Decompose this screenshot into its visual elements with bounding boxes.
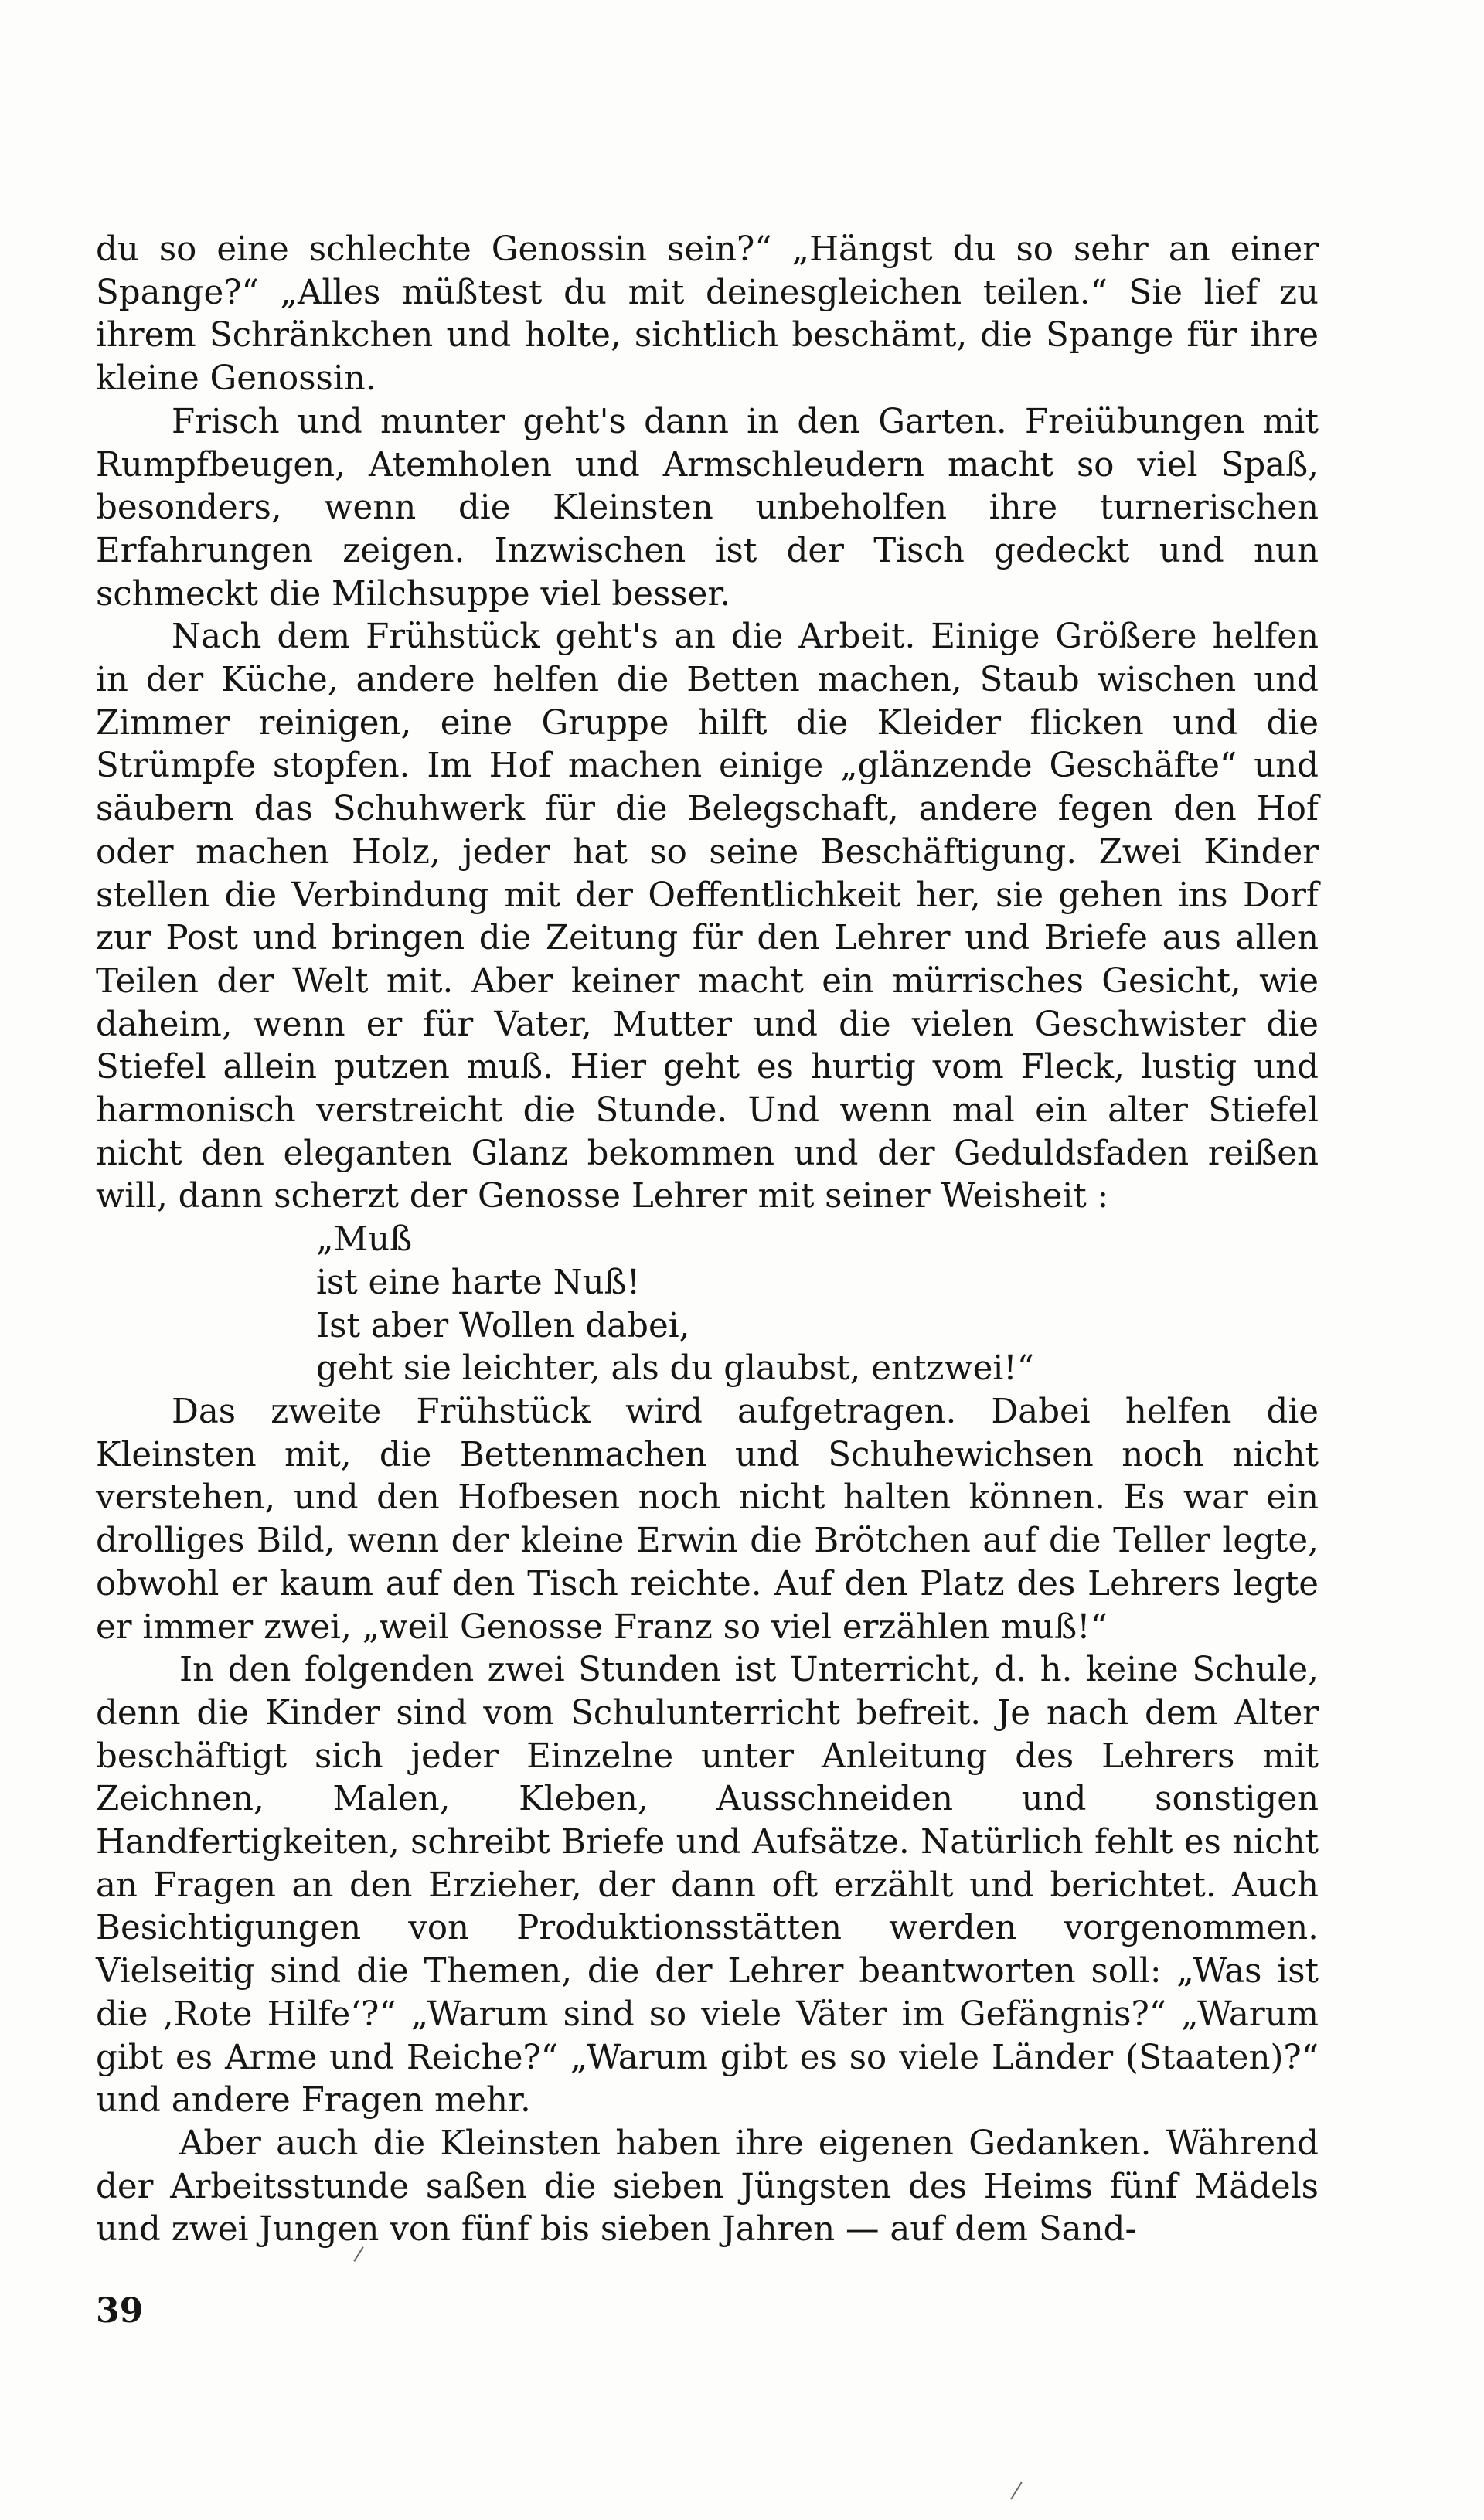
paragraph-4: Das zweite Frühstück wird aufgetragen. Dabei helfen die Kleinsten mit, die Bettenmachen und Schuhewichsen noch nicht verstehen, und den Hofbesen noch nicht halten können. Es war ein drolliges Bild, wenn der kleine Erwin die Brötchen auf die Teller legte, obwohl er kaum auf den Tisch reichte. Auf den Platz des Lehrers legte er immer zwei, „weil Genosse Franz so viel erzählen muß!“ — [96, 1392, 1319, 1647]
book-page — [96, 229, 1319, 2252]
verse-quote — [96, 1219, 1319, 1391]
verse-line: Ist aber Wollen dabei, — [316, 1306, 690, 1345]
page-number: 39 — [96, 2291, 144, 2331]
paragraph-3: Nach dem Frühstück geht's an die Arbeit. Einige Größere helfen in der Küche, andere helfen die Betten machen, Staub wischen und Zimmer reinigen, eine Gruppe hilft die Kleider flicken und die Strümpfe stopfen. Im Hof machen einige „glänzende Geschäfte“ und säubern das Schuhwerk für die Belegschaft, andere fegen den Hof oder machen Holz, jeder hat so seine Beschäftigung. Zwei Kinder stellen die Verbindung mit der Oeffentlichkeit her, sie gehen ins Dorf zur Post und bringen die Zeitung für den Lehrer und Briefe aus allen Teilen der Welt mit. Aber keiner macht ein mürrisches Gesicht, wie daheim, wenn er für Vater, Mutter und die vielen Geschwister die Stiefel allein putzen muß. Hier geht es hurtig vom Fleck, lustig und harmonisch verstreicht die Stunde. Und wenn mal ein alter Stiefel nicht den eleganten Glanz bekommen und der Geduldsfaden reißen will, dann scherzt der Genosse Lehrer mit seiner Weisheit : — [96, 617, 1319, 1216]
scan-mark — [1010, 2481, 1022, 2499]
verse-line: geht sie leichter, als du glaubst, entzwei!“ — [316, 1349, 1035, 1389]
paragraph-5: In den folgenden zwei Stunden ist Unterricht, d. h. keine Schule, denn die Kinder sind vom Schulunterricht befreit. Je nach dem Alter beschäftigt sich jeder Einzelne unter Anleitung des Lehrers mit Zeichnen, Malen, Kleben, Ausschneiden und sonstigen Handfertigkeiten, schreibt Briefe und Aufsätze. Natürlich fehlt es nicht an Fragen an den Erzieher, der dann oft erzählt und berichtet. Auch Besichtigungen von Produktionsstätten werden vorgenommen. Vielseitig sind die Themen, die der Lehrer beantworten soll: „Was ist die ‚Rote Hilfe‘?“ „Warum sind so viele Väter im Gefängnis?“ „Warum gibt es Arme und Reiche?“ „Warum gibt es so viele Länder (Staaten)?“ und andere Fragen mehr. — [96, 1651, 1319, 2120]
paragraph-2: Frisch und munter geht's dann in den Garten. Freiübungen mit Rumpfbeugen, Atemholen und Armschleudern macht so viel Spaß, besonders, wenn die Kleinsten unbeholfen ihre turnerischen Erfahrungen zeigen. Inzwischen ist der Tisch gedeckt und nun schmeckt die Milchsuppe viel besser. — [96, 402, 1319, 614]
paragraph-1: du so eine schlechte Genossin sein?“ „Hängst du so sehr an einer Spange?“ „Alles müßtest du mit deinesgleichen teilen.“ Sie lief zu ihrem Schränkchen und holte, sichtlich beschämt, die Spange für ihre kleine Genossin. — [96, 230, 1319, 399]
verse-line: ist eine harte Nuß! — [316, 1263, 641, 1302]
verse-line: „Muß — [316, 1220, 413, 1260]
paragraph-6: Aber auch die Kleinsten haben ihre eigenen Gedanken. Während der Arbeitsstunde saßen die sieben Jüngsten des Heims fünf Mädels und zwei Jungen von fünf bis sieben Jahren — auf dem Sand- — [96, 2124, 1319, 2250]
